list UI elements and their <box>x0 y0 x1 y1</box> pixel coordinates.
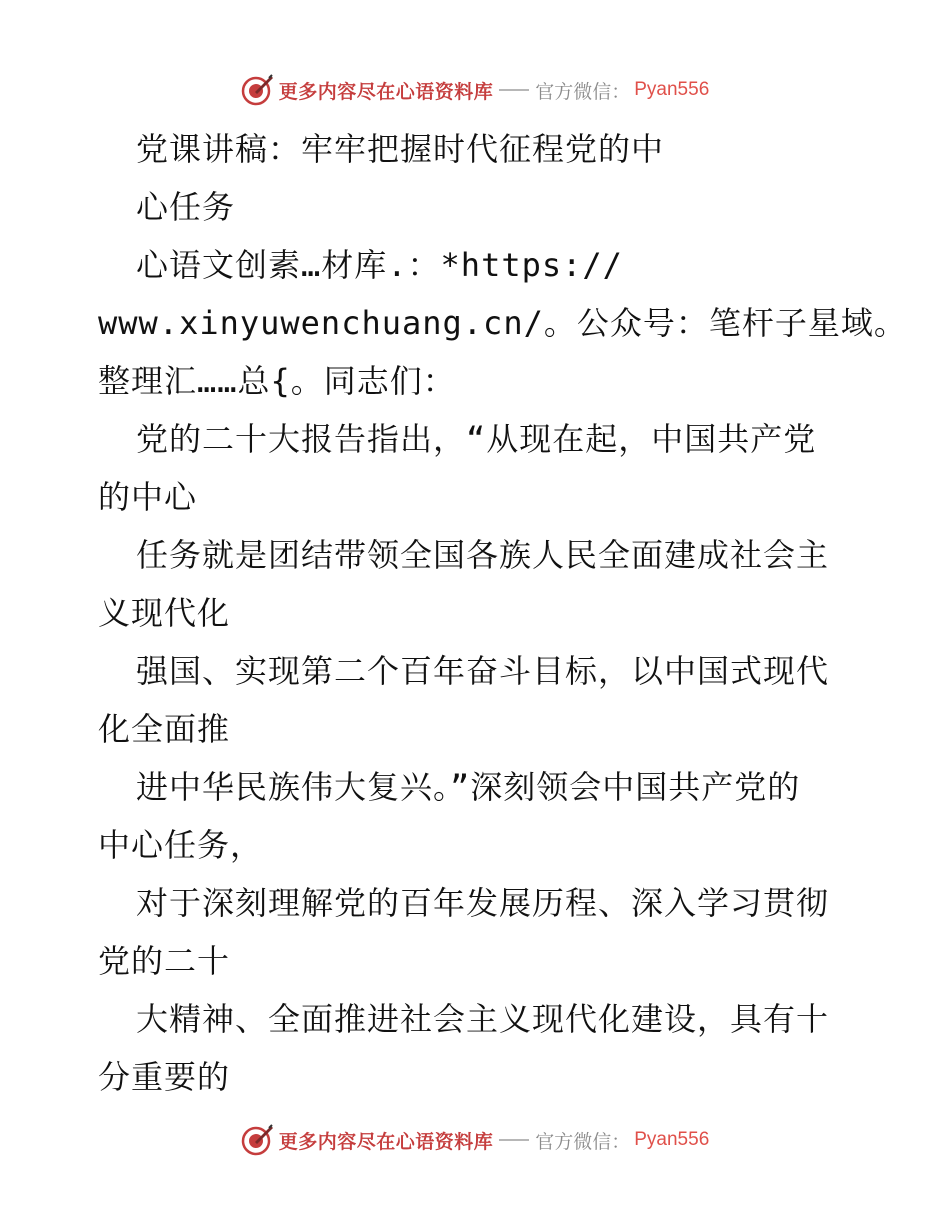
wechat-label: 官方微信： <box>535 80 631 103</box>
text-line: 化全面推 <box>98 710 231 748</box>
banner-title: 更多内容尽在心语资料库 <box>278 1130 494 1153</box>
banner-dash <box>499 1139 529 1141</box>
text-line: 中心任务， <box>98 826 264 864</box>
banner-title: 更多内容尽在心语资料库 <box>278 80 494 103</box>
wechat-id: Pyan556 <box>634 79 710 100</box>
pen-logo-icon <box>241 73 275 107</box>
text-line: 进中华民族伟大复兴。”深刻领会中国共产党的 <box>136 768 801 806</box>
text-line: 分重要的 <box>98 1058 231 1096</box>
text-line: 对于深刻理解党的百年发展历程、深入学习贯彻 <box>136 884 830 922</box>
text-line: 整理汇……总{。同志们： <box>98 362 456 400</box>
text-line: 党的二十大报告指出，“从现在起，中国共产党 <box>136 420 817 458</box>
wechat-id: Pyan556 <box>634 1129 710 1150</box>
text-line: www.xinyuwenchuang.cn/。公众号：笔杆子星域。 <box>98 304 907 342</box>
wechat-label: 官方微信： <box>535 1130 631 1153</box>
pen-logo-icon <box>241 1123 275 1157</box>
banner-dash <box>499 89 529 91</box>
text-line: 心语文创素…材库.：*https:// <box>136 246 623 284</box>
text-line: 党的二十 <box>98 942 231 980</box>
document-body <box>98 120 907 1106</box>
header-banner <box>0 70 950 110</box>
text-line: 义现代化 <box>98 594 231 632</box>
text-line: 心任务 <box>136 188 236 226</box>
text-line: 大精神、全面推进社会主义现代化建设，具有十 <box>136 1000 830 1038</box>
text-line: 党课讲稿：牢牢把握时代征程党的中 <box>136 130 665 168</box>
text-line: 强国、实现第二个百年奋斗目标，以中国式现代 <box>136 652 830 690</box>
text-line: 任务就是团结带领全国各族人民全面建成社会主 <box>136 536 830 574</box>
text-line: 的中心 <box>98 478 198 516</box>
footer-banner <box>0 1120 950 1160</box>
